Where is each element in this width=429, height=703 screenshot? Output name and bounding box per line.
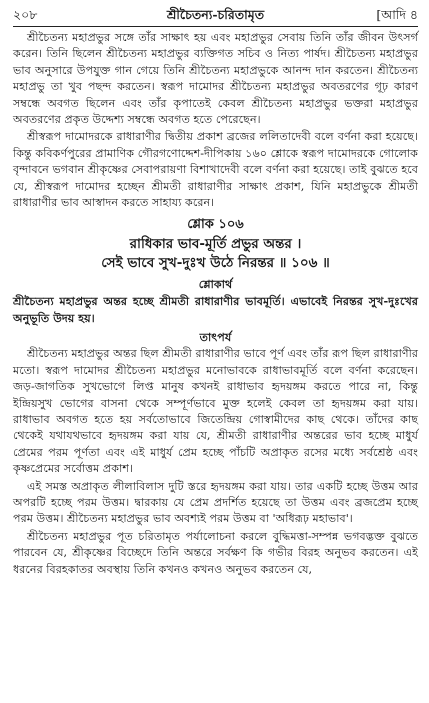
paragraph: শ্রীচৈতন্য মহাপ্রভুর পূত চরিতামৃত পর্যালোচনা করলে বুদ্ধিমত্তা-সম্পন্ন ভগবদ্ভক্ত বুঝতে পারবেন যে, শ্রীকৃষ্ণের বিচ্ছেদে তিনি অন্তরে সর্বক্ষণ কি গভীর বিরহ অনুভব করতেন। এই ধরনের বিরহকাতর অবস্থায় তিনি কখনও কখনও অনুভব করতেন যে, (13, 529, 418, 576)
translation-heading: শ্লোকার্থ (198, 277, 233, 292)
paragraph: এই সমস্ত অপ্রাকৃত লীলাবিলাস দুটি স্তরে হৃদয়ঙ্গম করা যায়। তার একটি হচ্ছে উত্তম আর অপরটি হচ্ছে পরম উত্তম। দ্বারকায় যে প্রেম প্রদর্শিত হয়েছে তা উত্তম এবং ব্রজপ্রেম হচ্ছে পরম উত্তম। শ্রীচৈতন্য মহাপ্রভুর ভাব অবশ্যই পরম উত্তম বা 'অধিরূঢ় মহাভাব'। (13, 479, 418, 526)
translation-text: শ্রীচৈতন্য মহাপ্রভুর অন্তর হচ্ছে শ্রীমতী রাধারাণীর ভাবমূর্তি। এভাবেই নিরন্তর সুখ-দুঃখের অনুভূতি উদয় হয়। (13, 294, 418, 325)
verse-heading: শ্লোক ১০৬ (187, 217, 244, 233)
paragraph: শ্রীচৈতন্য মহাপ্রভুর অন্তর ছিল শ্রীমতী রাধারাণীর ভাবে পূর্ণ এবং তাঁর রূপ ছিল রাধারাণীর মতো। স্বরূপ দামোদর শ্রীচৈতন্য মহাপ্রভুর মনোভাবকে রাধাভাবমূর্তি বলে বর্ণনা করেছেন। জড়-জাগতিক সুখভোগে লিপ্ত মানুষ কখনই রাধাভাব হৃদয়ঙ্গম করতে পারে না, কিন্তু ইন্দ্রিয়সুখ ভোগের বাসনা থেকে সম্পূর্ণভাবে মুক্ত হলেই কেবল তা হৃদয়ঙ্গম করা যায়। রাধাভাব অবগত হতে হয় সর্বতোভাবে জিতেন্দ্রিয় গোস্বামীদের কাছ থেকে। তাঁদের কাছ থেকেই যথাযথভাবে হৃদয়ঙ্গম করা যায় যে, শ্রীমতী রাধারাণীর অন্তরের ভাব হচ্ছে মাধুর্য প্রেমের পরম পূর্ণতা এবং এই মাধুর্য প্রেম হচ্ছে পাঁচটি অপ্রাকৃত রসের মধ্যে সর্বশ্রেষ্ঠ এবং কৃষ্ণপ্রেমের সর্বোত্তম প্রকাশ। (13, 347, 418, 476)
book-title: শ্রীচৈতন্য-চরিতামৃত (166, 7, 265, 22)
paragraph: শ্রীস্বরূপ দামোদরকে রাধারাণীর দ্বিতীয় প্রকাশ ব্রজের ললিতাদেবী বলে বর্ণনা করা হয়েছে। কিন্তু কবিকর্ণপুরের প্রামাণিক গৌরগণোদ্দেশ-দীপিকায় ১৬০ শ্লোকে স্বরূপ দামোদরকে গোলোক বৃন্দাবনে ভগবান শ্রীকৃষ্ণের সেবাপরায়ণা বিশাখাদেবী বলে বর্ণনা করা হয়েছে। তাই বুঝতে হবে যে, শ্রীস্বরূপ দামোদর হচ্ছেন শ্রীমতী রাধারাণীর সাক্ষাৎ প্রকাশ, যিনি মহাপ্রভুকে শ্রীমতী রাধারাণীর ভাব আস্বাদন করতে সাহায্য করেন। (13, 130, 418, 210)
verse-line: রাধিকার ভাব-মূর্তি প্রভুর অন্তর । (129, 236, 302, 253)
header-rule (13, 26, 418, 27)
page-number: ২০৮ (13, 7, 38, 22)
paragraph: শ্রীচৈতন্য মহাপ্রভুর সঙ্গে তাঁর সাক্ষাৎ হয় এবং মহাপ্রভুর সেবায় তিনি তাঁর জীবন উৎসর্গ করেন। তিনি ছিলেন শ্রীচৈতন্য মহাপ্রভুর ব্যক্তিগত সচিব ও নিত্য পার্ষদ। শ্রীচৈতন্য মহাপ্রভুর ভাব অনুসারে উপযুক্ত গান গেয়ে তিনি শ্রীচৈতন্য মহাপ্রভুকে আনন্দ দান করতেন। শ্রীচৈতন্য মহাপ্রভু তা খুব পছন্দ করতেন। স্বরূপ দামোদর শ্রীচৈতন্য মহাপ্রভুর অবতরণের গূঢ় কারণ সম্বন্ধে অবগত ছিলেন এবং তাঁর কৃপাতেই কেবল শ্রীচৈতন্য মহাপ্রভুর ভক্তরা মহাপ্রভুর অবতরণের প্রকৃত উদ্দেশ্য সম্বন্ধে অবগত হতে পেরেছেন। (13, 31, 418, 127)
chapter-reference: [আদি ৪ (376, 7, 418, 22)
purport-heading: তাৎপর্য (199, 330, 232, 345)
verse-line: সেই ভাবে সুখ-দুঃখ উঠে নিরন্তর ॥ ১০৬ ॥ (101, 255, 330, 272)
running-header (13, 6, 418, 24)
